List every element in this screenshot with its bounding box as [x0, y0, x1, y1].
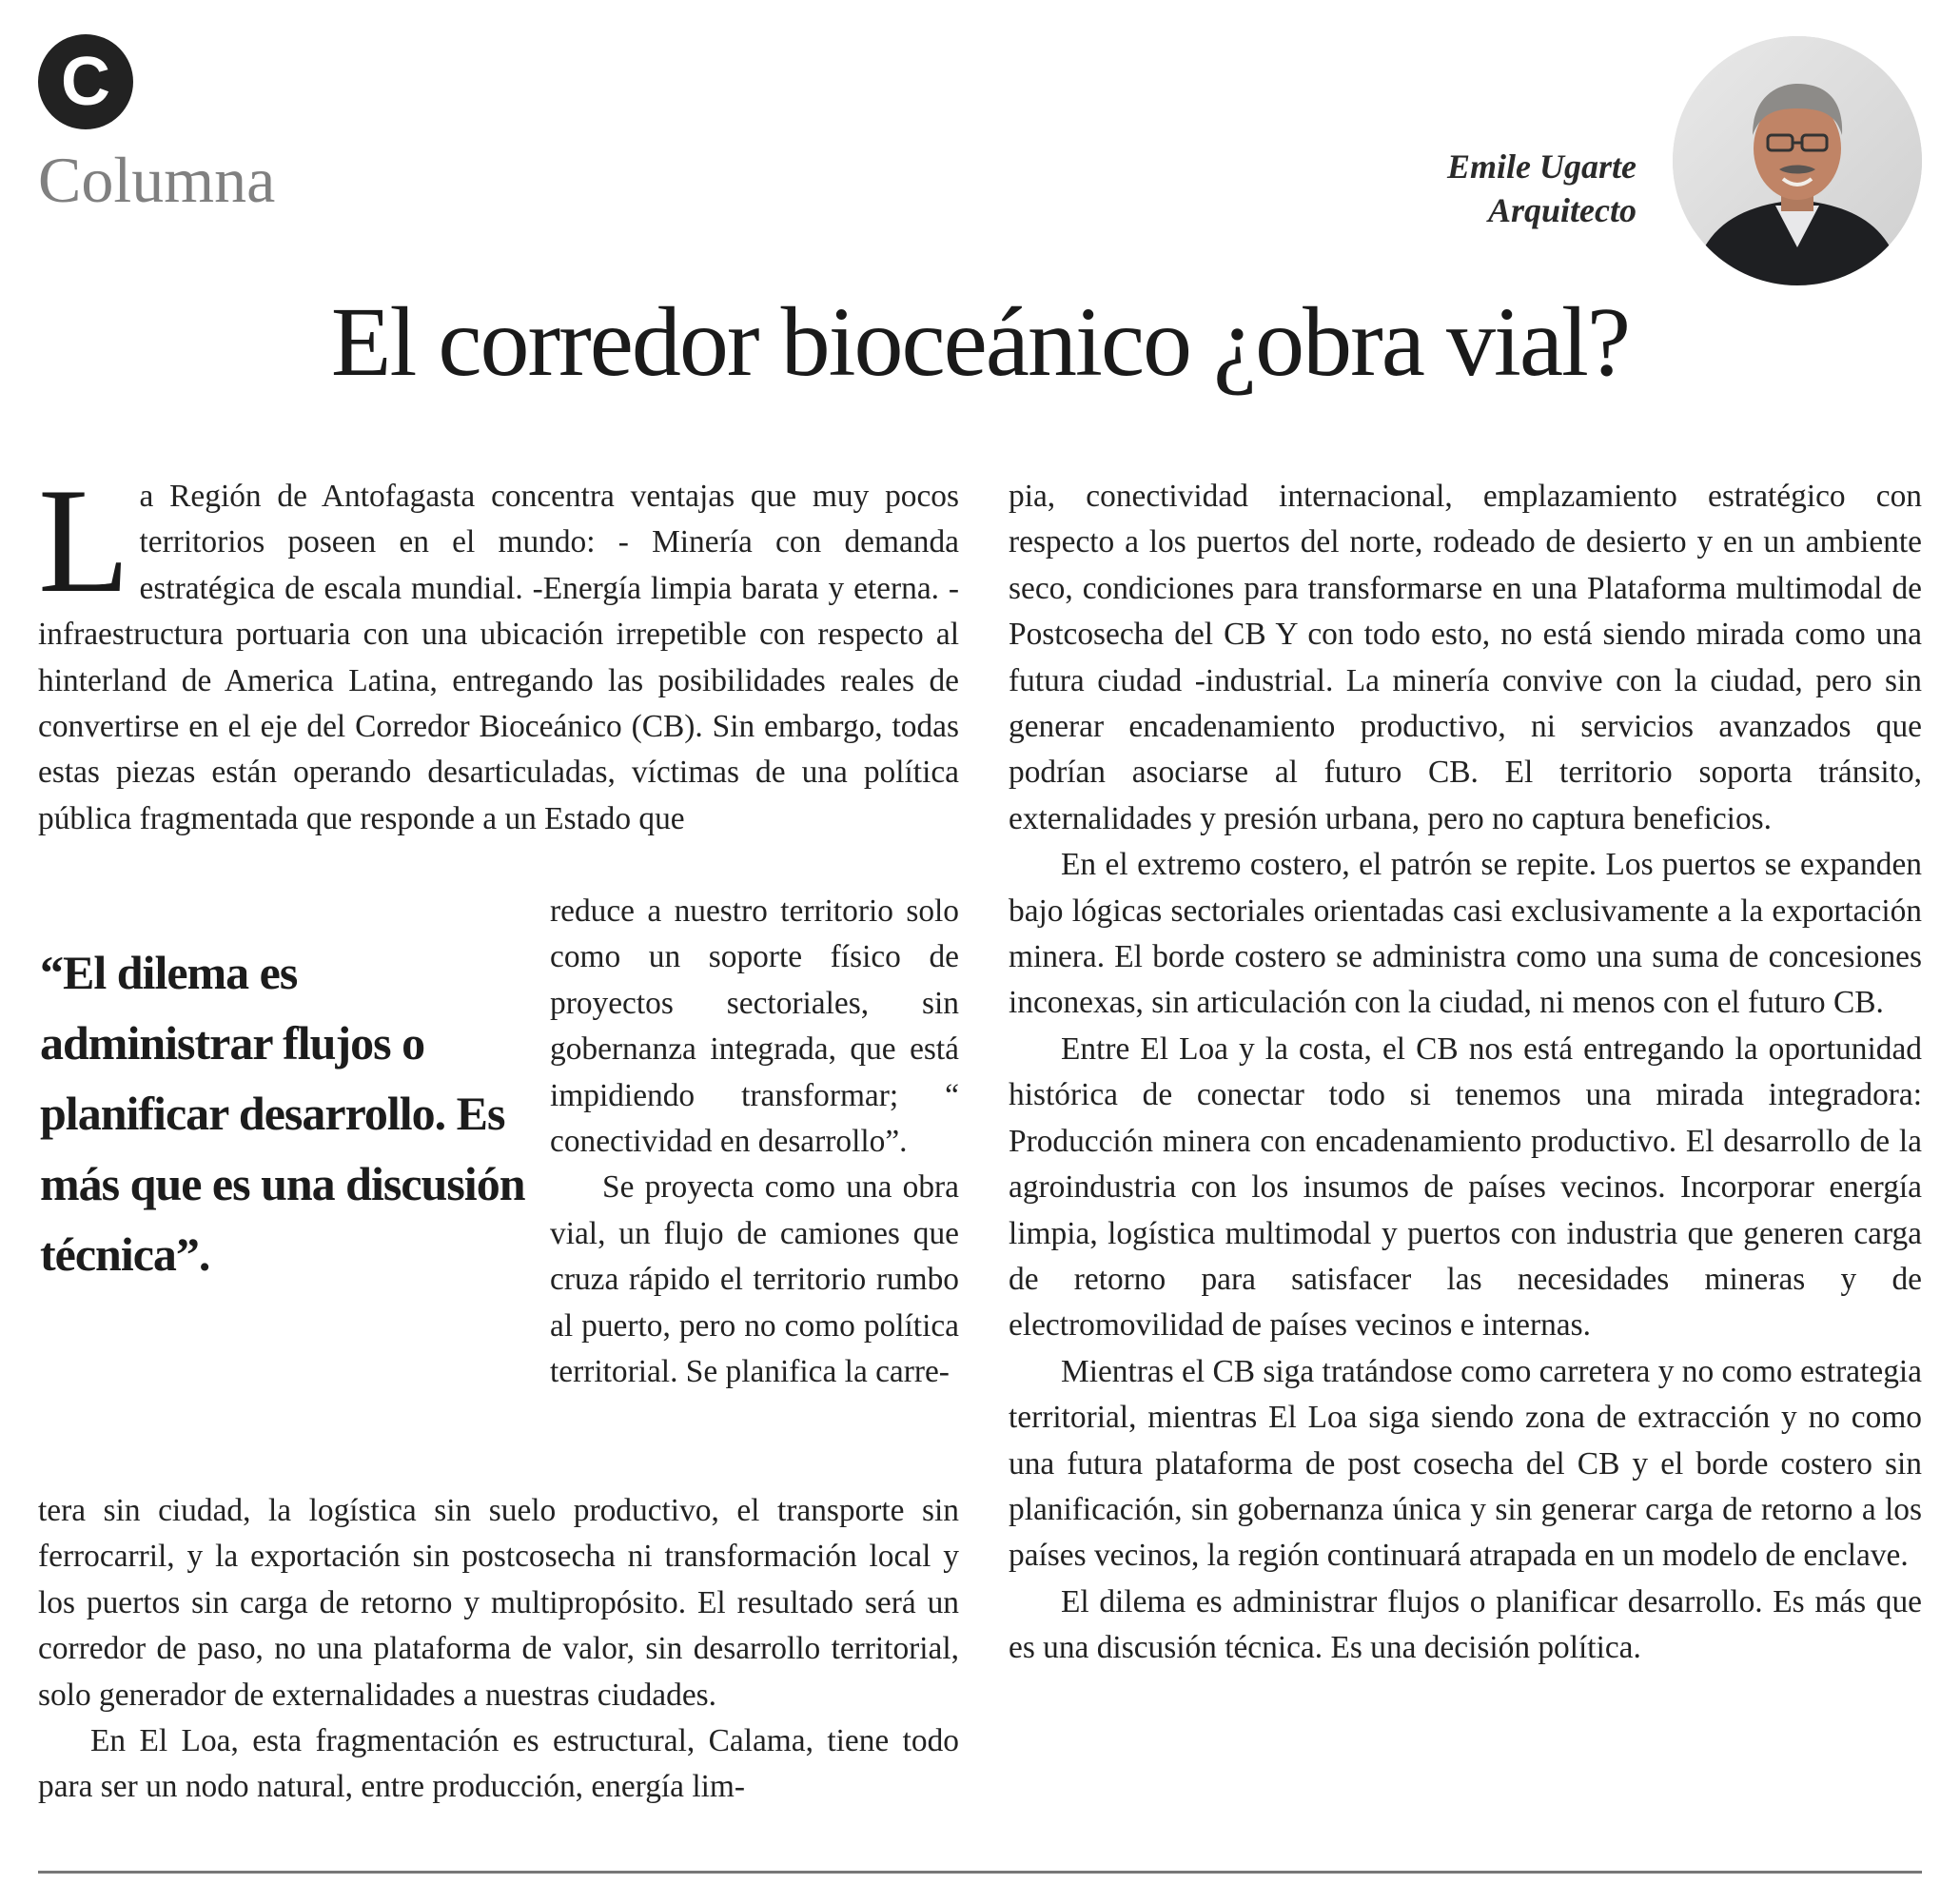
author-role: Arquitecto — [1487, 191, 1637, 229]
paragraph-2-start: Se proyecta como una obra vial, un flujo de camiones que cruza rápido el territorio rumbo al puerto, pero no como política territorial. Se planifica la carre- — [550, 1169, 959, 1390]
right-paragraph-2: En el extremo costero, el patrón se repite. Los puertos se expanden bajo lógicas sectoriales orientadas casi exclusivamente a la exportación minera. El borde costero se administra como una suma de concesiones inconexas, sin articulación con la ciudad, ni menos con el futuro CB. — [1009, 847, 1922, 1021]
right-paragraph-4: Mientras el CB siga tratándose como carretera y no como estrategia territorial, mientras El Loa siga siendo zona de extracción y no como una futura plataforma de post cosecha del CB y el borde costero sin planificación, sin gobernanza única y sin generar carga de retorno a los países vecinos, la región continuará atrapada en un modelo de enclave. — [1009, 1353, 1922, 1574]
paragraph-1-continued: reduce a nuestro territorio solo como un soporte físico de proyectos sectoriales, sin gobernanza integrada, que está impidiendo transformar; “ conectividad en desarrollo”. — [550, 893, 959, 1160]
paragraph-1-start: La Región de Antofagasta concentra ventajas que muy pocos territorios poseen en el mundo: - Minería con demanda estratégica de escala mundial. -Energía limpia barata y eterna. -infraestructura portuaria con una ubicación irrepetible con respecto al hinterland de America Latina, entregando las posibilidades reales de convertirse en el eje del Corredor Bioceánico (CB). Sin embargo, todas estas piezas están operando desarticuladas, víctimas de una política pública fragmentada que responde a un Estado que — [38, 474, 959, 836]
author-portrait-image — [1673, 36, 1922, 285]
left-column-bottom — [38, 1488, 959, 1859]
author-byline — [1447, 145, 1637, 232]
section-label: Columna — [38, 144, 276, 216]
author-name: Emile Ugarte — [1447, 147, 1637, 186]
right-paragraph-3: Entre El Loa y la costa, el CB nos está entregando la oportunidad histórica de conectar todo si tenemos una mirada integradora: Producción minera con encadenamiento productivo. El desarrollo de la agroindustria con los insumos de países vecinos. Incorporar energía limpia, logística multimodal y puertos con industria que generen carga de retorno para satisfacer las necesidades mineras y de electromovilidad de países vecinos e internas. — [1009, 1030, 1922, 1344]
author-photo — [1673, 36, 1922, 285]
bottom-divider — [38, 1871, 1922, 1874]
headline: El corredor bioceánico ¿obra vial? — [330, 287, 1630, 397]
pull-quote: “El dilema es administrar flujos o planificar desarrollo. Es más que es una discusión técnica”. — [40, 946, 525, 1281]
right-column — [1009, 474, 1922, 1859]
right-paragraph-1: pia, conectividad internacional, emplazamiento estratégico con respecto a los puertos del norte, rodeado de desierto y en un ambiente seco, condiciones para transformarse en una Plataforma multimodal de Postcosecha del CB Y con todo esto, no está siendo mirada como una futura ciudad -industrial. La minería convive con la ciudad, pero sin generar encadenamiento productivo, ni servicios avanzados que podrían asociarse al futuro CB. El territorio soporta tránsito, externalidades y presión urbana, pero no captura beneficios. — [1009, 479, 1922, 836]
left-column-top — [38, 474, 959, 889]
left-column-narrow — [550, 889, 959, 1488]
column-logo: C — [38, 34, 133, 129]
drop-cap: L — [38, 474, 130, 624]
paragraph-3: En El Loa, esta fragmentación es estructural, Calama, tiene todo para ser un nodo natural, entre producción, energía lim- — [38, 1723, 959, 1805]
paragraph-2-continued: tera sin ciudad, la logística sin suelo productivo, el transporte sin ferrocarril, y la exportación sin postcosecha ni transformación local y los puertos sin carga de retorno y multipropósito. El resultado será un corredor de paso, no una plataforma de valor, sin desarrollo territorial, solo generador de externalidades a nuestras ciudades. — [38, 1493, 959, 1713]
right-paragraph-5: El dilema es administrar flujos o planificar desarrollo. Es más que es una discusión técnica. Es una decisión política. — [1009, 1583, 1922, 1666]
